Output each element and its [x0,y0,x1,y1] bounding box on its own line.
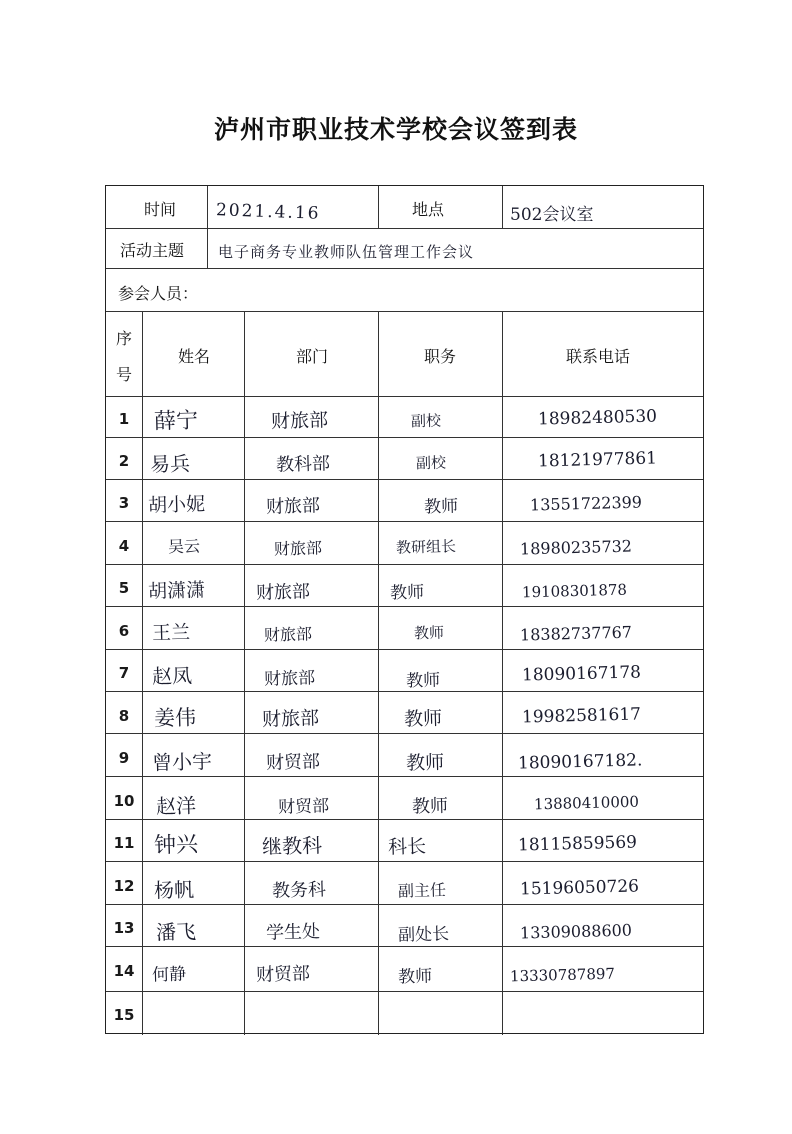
phone-cell: 13309088600 [519,920,633,943]
signature-name: 何静 [151,964,187,986]
signature-name: 王兰 [151,621,191,645]
phone-cell: 18121977861 [537,448,658,472]
row-number: 5 [118,579,130,597]
row-number: 2 [118,452,130,470]
row-divider [106,861,703,862]
signature-name: 胡潇潇 [147,579,206,603]
role-cell: 教师 [423,496,459,518]
col-header-role: 职务 [424,347,457,366]
dept-cell: 继教科 [261,833,323,859]
attendees-label: 参会人员： [118,284,199,303]
row-number: 3 [118,494,130,512]
dept-cell: 财贸部 [265,751,321,774]
phone-cell: 18115859569 [517,832,638,856]
signature-name: 吴云 [167,536,201,557]
role-cell: 教师 [397,966,433,988]
dept-cell: 财旅部 [261,707,320,731]
signature-name: 赵凤 [151,663,193,689]
col-header-name: 姓名 [178,347,211,366]
row-divider [106,946,703,947]
row-number: 6 [118,622,130,640]
signature-name: 钟兴 [153,832,199,859]
signature-name: 赵洋 [155,793,197,819]
phone-cell: 18980235732 [519,536,633,559]
time-label: 时间 [144,200,177,219]
signature-name: 杨帆 [153,877,195,903]
row-number: 15 [113,1006,135,1024]
signature-name: 姜伟 [153,705,197,731]
row-number: 10 [113,792,135,810]
col-divider [502,186,503,228]
phone-cell: 18982480530 [537,406,658,430]
signature-name: 胡小妮 [147,493,206,517]
dept-cell: 财旅部 [265,495,321,518]
phone-cell: 13551722399 [529,492,643,515]
dept-cell: 财旅部 [263,624,313,645]
signature-name: 薛宁 [153,408,199,435]
row-number: 11 [113,834,135,852]
row-divider [106,521,703,522]
topic-label: 活动主题 [120,241,185,260]
dept-cell: 学生处 [265,921,321,944]
col-divider [244,311,245,1035]
row-divider [106,691,703,692]
col-header-seq-bottom: 号 [116,365,133,384]
role-cell: 教研组长 [395,537,457,557]
row-number: 14 [113,962,135,980]
place-label: 地点 [412,200,445,219]
row-divider [106,437,703,438]
phone-cell: 13880410000 [533,792,640,814]
row-number: 12 [113,877,135,895]
col-divider [207,186,208,268]
role-cell: 教师 [405,670,441,692]
row-divider [106,649,703,650]
dept-cell: 财旅部 [255,581,311,604]
dept-cell: 财贸部 [277,796,330,818]
col-divider [502,311,503,1035]
phone-cell: 18090167182. [517,750,643,774]
row-number: 4 [118,537,130,555]
dept-cell: 财旅部 [273,538,323,559]
role-cell: 教师 [405,751,445,775]
role-cell: 副校 [415,453,447,473]
row-divider [106,228,703,229]
phone-cell: 13330787897 [509,964,616,986]
role-cell: 教师 [411,795,449,818]
col-header-phone: 联系电话 [566,347,631,366]
row-divider [106,268,703,269]
signature-name: 潘飞 [155,919,197,945]
row-divider [106,311,703,312]
col-header-seq-top: 序 [116,329,133,348]
row-number: 8 [118,707,130,725]
row-divider [106,479,703,480]
col-divider [378,186,379,228]
role-cell: 副校 [410,411,442,431]
row-divider [106,991,703,992]
role-cell: 教师 [403,707,443,731]
row-number: 13 [113,919,135,937]
row-number: 7 [118,664,130,682]
row-divider [106,564,703,565]
col-divider [142,311,143,1035]
phone-cell: 19982581617 [521,704,642,728]
role-cell: 教师 [389,582,425,604]
row-divider [106,904,703,905]
row-divider [106,776,703,777]
time-value: 2021.4.16 [215,200,321,224]
place-value: 502会议室 [510,205,594,225]
dept-cell: 财贸部 [255,963,311,986]
dept-cell: 教科部 [275,453,331,476]
signature-name: 曾小宇 [151,749,213,775]
dept-cell: 财旅部 [263,668,316,690]
dept-cell: 教务科 [271,879,327,902]
phone-cell: 19108301878 [521,580,628,602]
role-cell: 教师 [413,623,445,643]
row-divider [106,733,703,734]
role-cell: 副处长 [397,924,450,946]
row-number: 1 [118,410,130,428]
col-divider [378,311,379,1035]
row-divider [106,606,703,607]
phone-cell: 18382737767 [519,622,633,645]
row-divider [106,819,703,820]
signature-name: 易兵 [149,451,191,477]
row-number: 9 [118,749,130,767]
row-divider [106,396,703,397]
page-title: 泸州市职业技术学校会议签到表 [213,115,578,144]
role-cell: 科长 [387,835,427,859]
sign-in-table [105,185,704,1034]
topic-value: 电子商务专业教师队伍管理工作会议 [218,243,475,261]
phone-cell: 18090167178 [521,662,642,686]
role-cell: 副主任 [397,880,447,901]
col-header-dept: 部门 [296,347,329,366]
phone-cell: 15196050726 [519,876,640,900]
dept-cell: 财旅部 [270,409,329,433]
